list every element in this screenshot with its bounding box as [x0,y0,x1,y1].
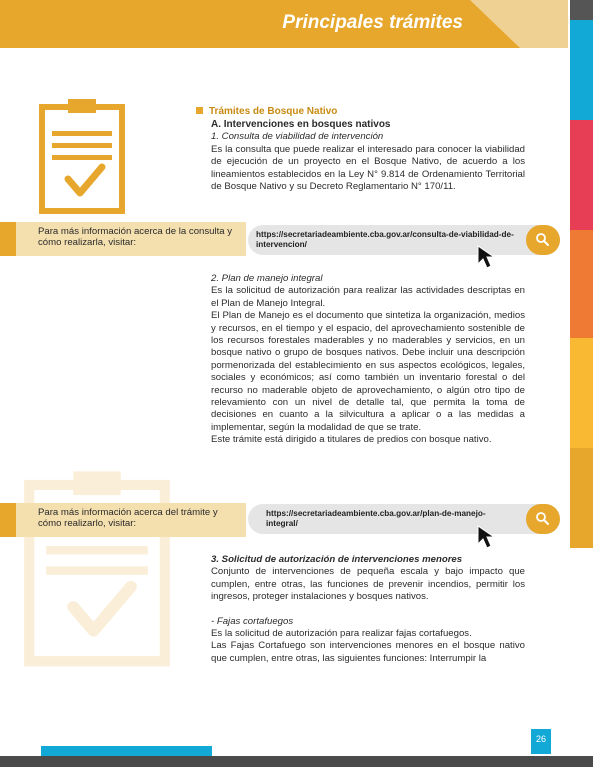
stripe-blue [570,20,593,120]
stripe-orange [570,230,593,338]
info-text-consulta: Para más información acerca de la consulta y cómo realizarla, visitar: [38,226,233,248]
url-box-plan[interactable] [248,504,560,534]
block-consulta [211,119,525,193]
search-button[interactable] [526,225,560,255]
paragraph-plan-3: Este trámite está dirigido a titulares de predios con bosque nativo. [211,434,492,446]
url-link-plan[interactable]: https://secretariadeambiente.cba.gov.ar/plan-de-manejo-integral/ [266,509,486,528]
heading-intervenciones: A. Intervenciones en bosques nativos [211,119,391,130]
cursor-arrow-icon [476,244,498,270]
stripe-yellow [570,338,593,448]
clipboard-icon [38,97,126,215]
heading-intervenciones-menores: 3. Solicitud de autorización de intervenciones menores [211,554,463,565]
paragraph-intervenciones-menores: Conjunto de intervenciones de pequeña escala y bajo impacto que cumplen, entre otras, las funciones de prevenir incendios, permitir los ingresos, proteger instalaciones y bosques nativos. [211,566,525,603]
page-title: Principales trámites [282,12,463,33]
search-button[interactable] [526,504,560,534]
url-box-consulta[interactable] [248,225,560,255]
search-icon [526,504,560,534]
bullet-square-icon [196,107,203,114]
paragraph-fajas-1: Es la solicitud de autorización para realizar fajas cortafuegos. [211,628,472,640]
heading-plan-manejo: 2. Plan de manejo integral [211,273,323,284]
block-intervenciones-menores [211,554,525,665]
info-bar-accent [0,503,16,537]
stripe-gold [570,448,593,548]
paragraph-consulta: Es la consulta que puede realizar el interesado para conocer la viabilidad de ejecución de un proyecto en el Bosque Nativo, de acuerdo a los lineamientos establecidos en la Ley N° 9.814 de Ordenamiento Territorial de Bosque Nativo y su Decreto Reglamentario N° 170/11. [211,143,525,193]
block-plan-manejo [211,273,525,447]
paragraph-plan-2: El Plan de Manejo es el documento que sintetiza la organización, medios y recursos, en el tiempo y el espacio, del aprovechamiento sostenible de los recursos forestales maderables y no maderables y servicios, en un bosque nativo o grupo de bosques nativos. Debe incluir una descripción pormenorizada del establecimiento en sus aspectos ecológicos, legales, sociales y económicos; así como también un inventario forestal o del recurso no maderable objeto de aprovechamiento, o algún otro tipo de relevamiento con un nivel de detalle tal, que permita la toma de decisiones en cuanto a la silvicultura a aplicar o a las medidas a implementar, según la modalidad de que se trate. [211,310,525,433]
url-link-consulta[interactable]: https://secretariadeambiente.cba.gov.ar/consulta-de-viabilidad-de-intervencion/ [256,230,514,249]
footer-dark-bar [0,756,593,767]
info-bar-accent [0,222,16,256]
search-icon [526,225,560,255]
section-heading: Trámites de Bosque Nativo [196,106,337,117]
paragraph-plan-1: Es la solicitud de autorización para realizar las actividades descriptas en el Plan de Manejo Integral. [211,285,525,309]
stripe-red [570,120,593,230]
spacer [211,604,525,616]
heading-fajas: - Fajas cortafuegos [211,615,294,627]
footer-blue-bar [41,746,212,756]
stripe-top-dark [570,0,593,20]
info-text-plan: Para más información acerca del trámite y cómo realizarlo, visitar: [38,507,218,529]
cursor-arrow-icon [476,524,498,550]
heading-consulta: 1. Consulta de viabilidad de intervención [211,131,384,143]
paragraph-fajas-2: Las Fajas Cortafuego son intervenciones menores en el bosque nativo que cumplen, entre otras, las siguientes funciones: Interrumpir la [211,640,525,664]
clipboard-watermark-icon [22,468,172,668]
page-number: 26 [531,729,551,754]
